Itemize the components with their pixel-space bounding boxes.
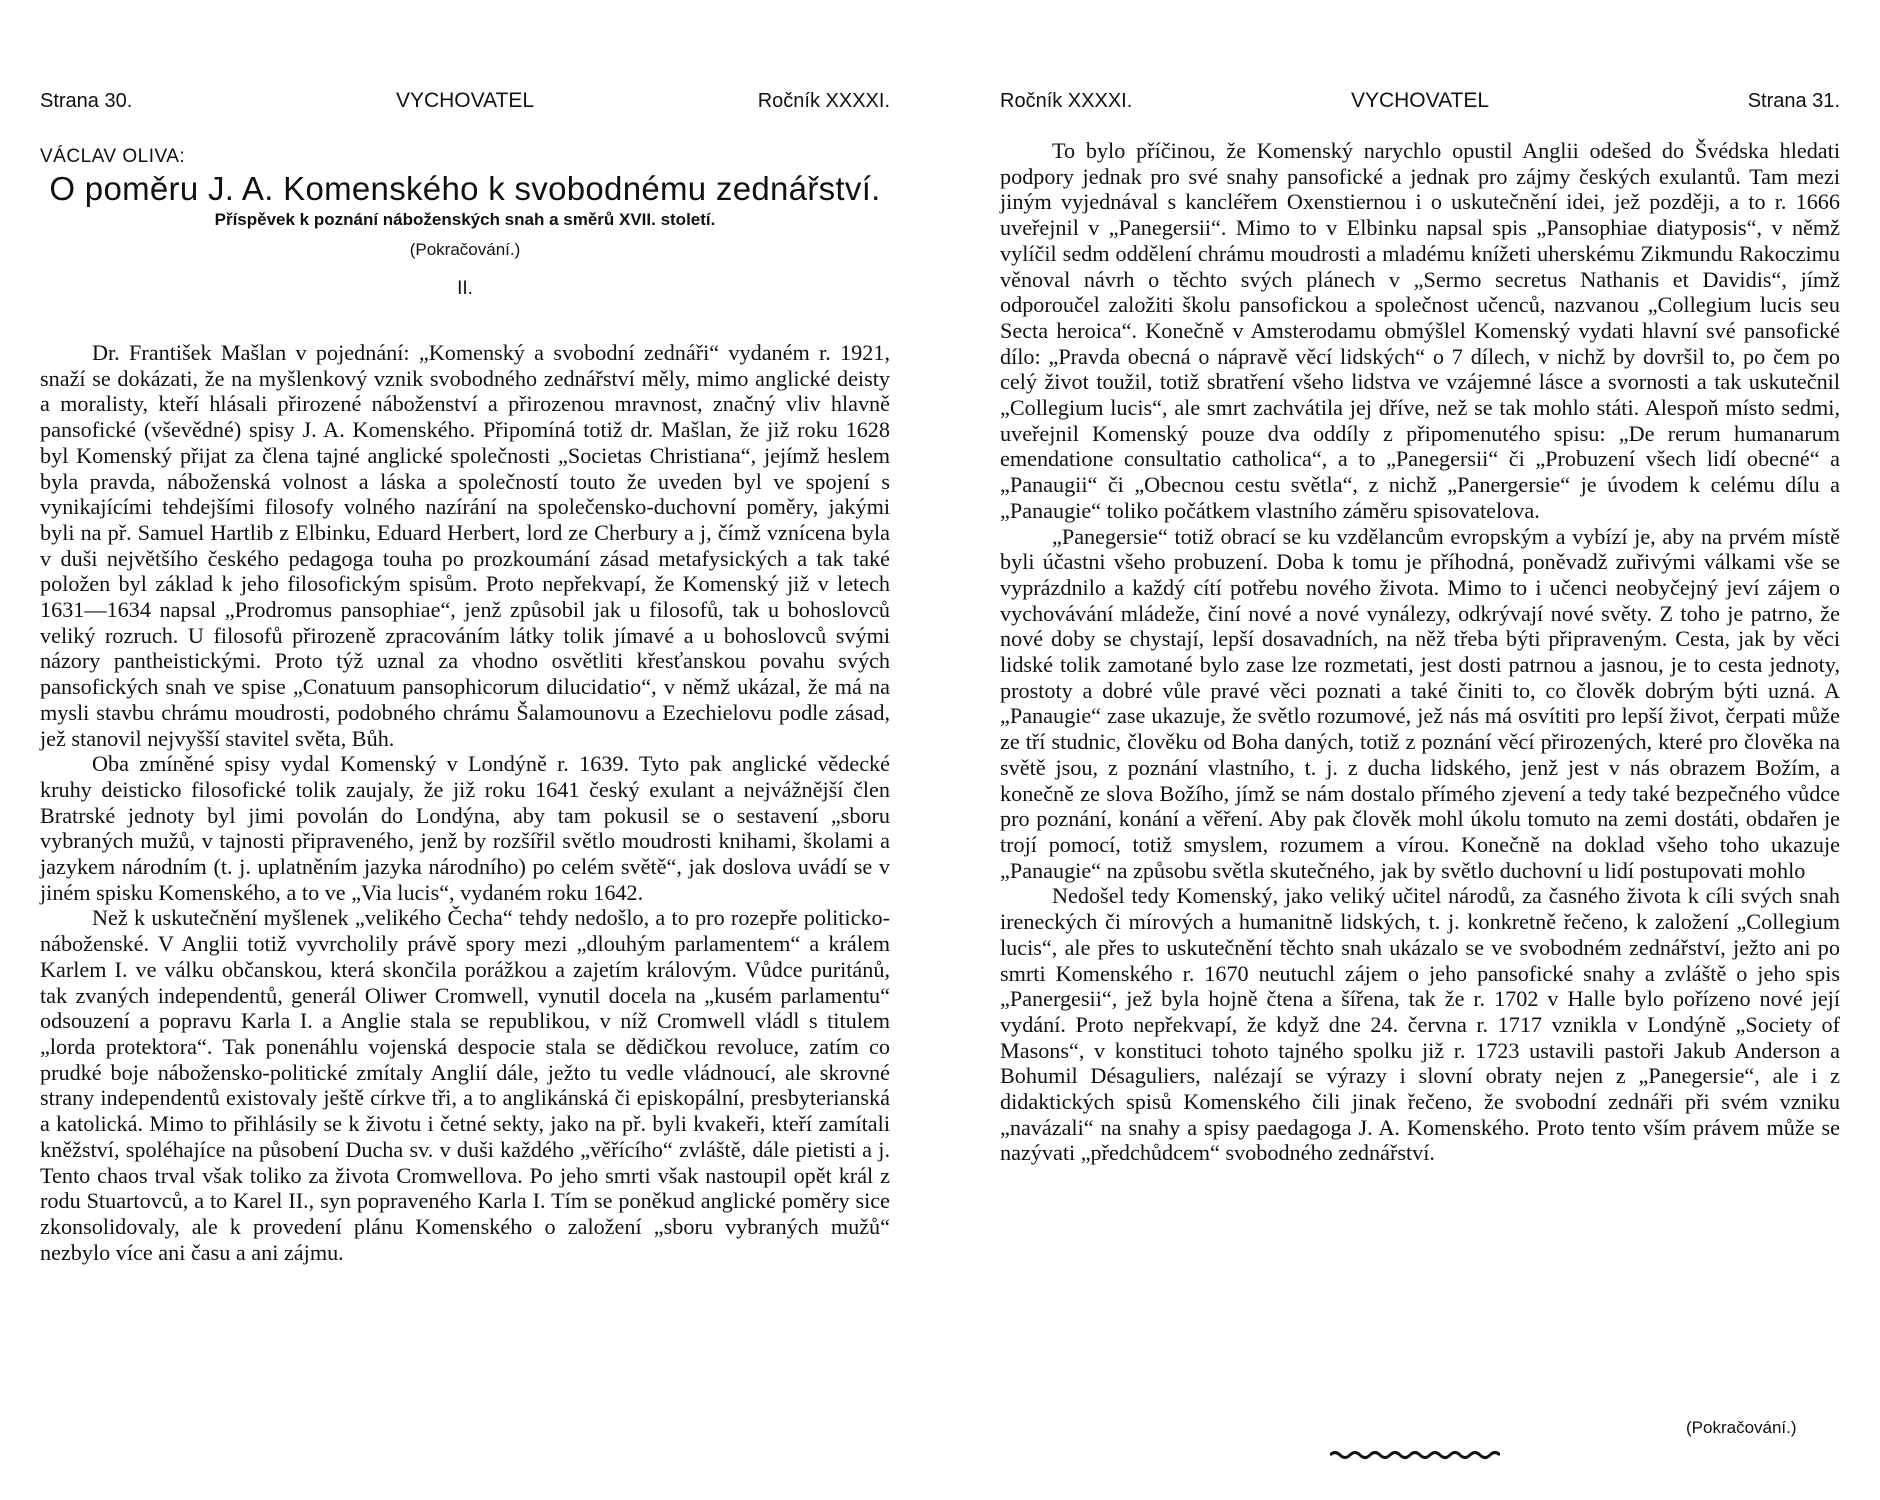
page-31	[1000, 0, 1840, 1500]
page-30	[40, 0, 890, 1500]
paragraph: Než k uskutečnění myšlenek „velikého Čecha“ tehdy nedošlo, a to pro rozepře politicko-náboženské. V Anglii totiž vyvrcholily právě spory mezi „dlouhým parlamentem“ a králem Karlem I. ve válku občanskou, která skončila porážkou a zajetím královým. Vůdce puritánů, tak zvaných independentů, generál Oliwer Cromwell, vynutil docela na „kusém parlamentu“ odsouzení a popravu Karla I. a Anglie stala se republikou, v níž Cromwell vládl s titulem „lorda protektora“. Tak ponenáhlu vojenská despocie stala se dědičkou revoluce, zatím co prudké boje nábožensko-politické zmítaly Anglií dále, ježto tu vedle vládnoucí, ale skrovné strany independentů existovaly ještě církve tři, a to anglikánská či episkopální, presbyterianská a katolická. Mimo to přihlásily se k životu i četné sekty, jako na př. byli kvakeři, kteří zamítali kněžství, spoléhajíce na působení Ducha sv. v duši každého „věřícího“ zvláště, dále pietisti a j. Tento chaos trval však toliko za života Cromwellova. Po jeho smrti však nastoupil opět král z rodu Stuartovců, a to Karel II., syn popraveného Karla I. Tím se poněkud anglické poměry sice zkonsolidovaly, ale k provedení plánu Komenského o založení „sboru vybraných mužů“ nezbylo více ani času a ani zájmu.	[40, 905, 890, 1265]
article-author: VÁCLAV OLIVA:	[40, 146, 186, 167]
paragraph: Oba zmíněné spisy vydal Komenský v Londýně r. 1639. Tyto pak anglické vědecké kruhy deisticko filosofické tolik zaujaly, že již roku 1641 český exulant a nejvážnější člen Bratrské jednoty byl jimi povolán do Londýna, aby tam pokusil se o sestavení „sboru vybraných mužů, v tajnosti připraveného, jenž by rozšířil světlo moudrosti knihami, školami a jazykem národním (t. j. uplatněním jazyka národního) po celém světě“, jak doslova uvádí se v jiném spisku Komenského, a to ve „Via lucis“, vydaném roku 1642.	[40, 751, 890, 905]
paragraph: „Panegersie“ totiž obrací se ku vzdělancům evropským a vybízí je, aby na prvém místě byli účastni všeho probuzení. Doba k tomu je příhodná, poněvadž zuřivými válkami vše se vyprázdnilo a každý cítí potřebu nového života. Mimo to i učenci neobyčejný jeví zájem o vychovávání mládeže, činí nové a nové vynálezy, odkrývají nové světy. Z toho je patrno, že nové doby se chystají, lepší dosavadních, na něž třeba býti připraveným. Cesta, jak by věci lidské tolik zamotané bylo zase lze rozmetati, jest dosti patrnou a jasnou, je to cesta jednoty, prostoty a dobré vůle pravé věci poznati a také činiti to, co člověk dobrým býti uzná. A „Panaugie“ zase ukazuje, že světlo rozumové, jež nás má osvítiti pro lepší život, čerpati může ze tří studnic, člověku od Boha daných, totiž z poznání věcí přirozených, které pro člověka na světě jsou, z poznání vlastního, t. j. z ducha lidského, jenž jest v nás obrazem Božím, a konečně ze slova Božího, jímž se nám dostalo přímého zjevení a tedy také bezpečného vůdce pro poznání, konání a věření. Aby pak člověk mohl úkolu tomuto na zemi dostáti, obdařen je trojí pomocí, totiž smyslem, rozumem a vírou. Konečně na doklad všeho toho ukazuje „Panaugie“ na způsobu světla skutečného, jak by světlo duchovní u lidí postupovati mohlo	[1000, 523, 1840, 883]
paragraph: Nedošel tedy Komenský, jako veliký učitel národů, za časného života k cíli svých snah ireneckých či mírových a humanitně lidských, t. j. konkretně řečeno, k založení „Collegium lucis“, ale přes to uskutečnění těchto snah ukázalo se ve svobodném zednářství, ježto ani po smrti Komenského r. 1670 neutuchl zájem o jeho pansofické snahy a zvláště o jeho spis „Panergesii“, jež byla hojně čtena a šířena, tak že r. 1702 v Halle bylo pořízeno nové její vydání. Proto nepřekvapí, že když dne 24. června r. 1717 vznikla v Londýně „Society of Masons“, v konstituci tohoto tajného spolku již r. 1723 ustavili pastoři Jakub Anderson a Bohumil Désaguliers, nalézají se výrazy i slovní obraty nejen z „Panegersie“, ale i z didaktických spisů Komenského čili jinak řečeno, že svobodní zednáři při svém vzniku „navázali“ na snahy a spisy paedagoga J. A. Komenského. Proto tento vším právem může se nazývati „předchůdcem“ svobodného zednářství.	[1000, 883, 1840, 1166]
page-header	[40, 86, 890, 116]
page-header	[1000, 86, 1840, 116]
page-number: Strana 31.	[1747, 90, 1840, 112]
article-body	[40, 340, 890, 1265]
end-ornament	[1330, 1450, 1500, 1460]
volume-label: Ročník XXXXI.	[1000, 90, 1133, 112]
journal-title: VYCHOVATEL	[1350, 89, 1490, 112]
page-number: Strana 30.	[40, 90, 133, 112]
continued-note: (Pokračování.)	[1686, 1418, 1797, 1437]
paragraph: Dr. František Mašlan v pojednání: „Komenský a svobodní zednáři“ vydaném r. 1921, snaží se dokázati, že na myšlenkový vznik svobodného zednářství měly, mimo anglické deisty a moralisty, kteří hlásali přirozené náboženství a přirozenou mravnost, značný vliv hlavně pansofické (vševědné) spisy J. A. Komenského. Připomíná totiž dr. Mašlan, že již roku 1628 byl Komenský přijat za člena tajné anglické společnosti „Societas Christiana“, jejímž heslem byla pravda, náboženská volnost a láska a společností touto že uveden byl ve spojení s vynikajícími tehdejšími filosofy volného nazírání na společensko-duchovní poměry, jakými byli na př. Samuel Hartlib z Elbinku, Eduard Herbert, lord ze Cherbury a j, čímž vznícena byla v duši největšího českého pedagoga touha po prozkoumání zásad metafysických a tak také položen byl základ k jeho filosofickým spisům. Proto nepřekvapí, že Komenský již v letech 1631—1634 napsal „Prodromus pansophiae“, jenž způsobil jak u filosofů, tak u bohoslovců veliký rozruch. U filosofů přirozeně zpracováním látky tolik jímavé a u bohoslovců svými názory pantheistickými. Proto týž uznal za vhodno osvětliti křesťanskou povahu svých pansofických snah ve spise „Conatuum pansophicorum dilucidatio“, v němž ukázal, že má na mysli stavbu chrámu moudrosti, podobného chrámu Šalamounovu a Ezechielovu podle zásad, jež stanovil nejvyšší stavitel světa, Bůh.	[40, 340, 890, 751]
article-title: O poměru J. A. Komenského k svobodnému zednářství.	[49, 170, 881, 207]
paragraph: To bylo příčinou, že Komenský narychlo opustil Anglii odešed do Švédska hledati podpory jednak pro své snahy pansofické a jednak pro zájmy českých exulantů. Tam mezi jiným vyjednával s kancléřem Oxenstiernou i o uskutečnění idei, jež později, a to r. 1666 uveřejnil v „Panegersii“. Mimo to v Elbinku napsal spis „Pansophiae diatyposis“, v němž vylíčil sedm oddělení chrámu moudrosti a mladému knížeti uherskému Zikmundu Rakoczimu věnoval návrh o těchto svých plánech v „Sermo secretus Nathanis et Davidis“, jímž odporoučel založiti školu pansofickou a společnost učenců, nazvanou „Collegium lucis seu Secta heroica“. Konečně v Amsterodamu obmýšlel Komenský vydati hlavní své pansofické dílo: „Pravda obecná o nápravě věcí lidských“ o 7 dílech, v nichž by dovršil to, po čem po celý život toužil, totiž sbratření všeho lidstva ve vzájemné lásce a svornosti a tak uskutečnil „Collegium lucis“, ale smrt zachvátila jej dříve, než se tak mohlo státi. Alespoň místo sedmi, uveřejnil Komenský pouze dva oddíly z připomenutého spisu: „De rerum humanarum emendatione consultatio catholica“, a to „Panegersii“ či „Probuzení všech lidí obecné“ a „Panaugii“ či „Obecnou cestu světla“, z nichž „Panergersie“ je úvodem k celému dílu a „Panaugie“ toliko počátkem vlastního záměru spisovatelova.	[1000, 138, 1840, 523]
section-number: II.	[457, 278, 473, 299]
continued-note: (Pokračování.)	[409, 240, 521, 259]
journal-title: VYCHOVATEL	[395, 89, 535, 112]
article-subtitle: Příspěvek k poznání náboženských snah a směrů XVII. století.	[214, 210, 716, 229]
article-body	[1000, 138, 1840, 1166]
volume-label: Ročník XXXXI.	[757, 90, 890, 112]
